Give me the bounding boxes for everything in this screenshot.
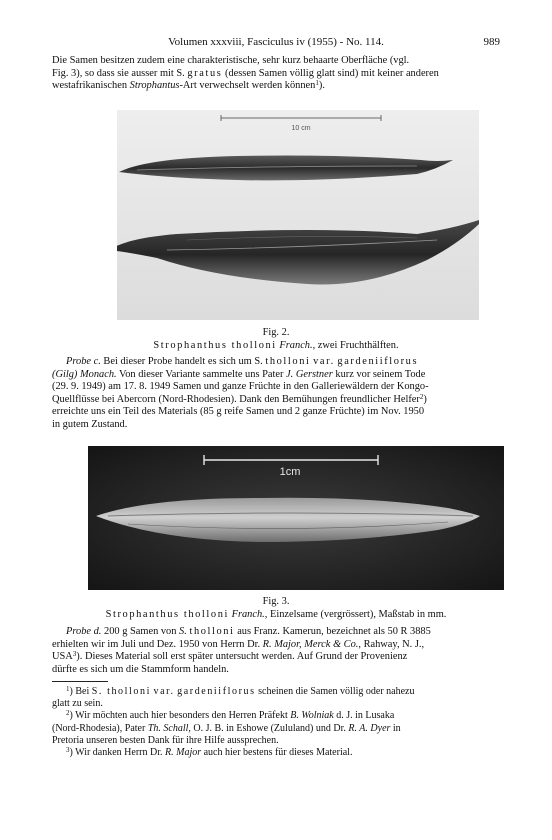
- page-number: 989: [483, 36, 500, 48]
- paragraph-probe-d: [52, 626, 500, 676]
- paragraph-probe-c: [52, 356, 500, 432]
- caption-text: Strophanthus tholloni Franch., Einzelsame (vergrössert), Maßstab in mm.: [105, 609, 447, 620]
- footnote-1-cont: glatt zu sein.: [52, 698, 103, 710]
- photo-fruit-halves: [117, 110, 479, 320]
- photo-single-seed: [88, 446, 504, 590]
- footnote-3: $^3$) Wir danken Herrn Dr. R. Major auch hier bestens für dieses Material.: [66, 746, 353, 759]
- figure-label: Fig. 3.: [262, 596, 290, 607]
- footnotes: [52, 686, 500, 759]
- text-line: erreichte uns ein Teil des Materials (85 g reife Samen und 2 ganze Früchte) im Nov. 1950: [52, 406, 425, 418]
- text-line: (29. 9. 1949) am 17. 8. 1949 Samen und ganze Früchte in den Galleriewäldern der Kongo-: [52, 381, 429, 393]
- text-line: Probe d. 200 g Samen von S. tholloni aus Franz. Kamerun, bezeichnet als 50 R 3885: [66, 626, 431, 637]
- text-line: westafrikanischen Strophantus-Art verwechselt werden können$^1$).: [52, 79, 325, 92]
- running-title: Volumen xxxviii, Fasciculus iv (1955) - No. 114.: [168, 36, 384, 48]
- footnote-divider: [52, 681, 108, 682]
- text-line: in gutem Zustand.: [52, 418, 128, 430]
- text-line: Fig. 3), so dass sie ausser mit S. gratus (dessen Samen völlig glatt sind) mit keiner anderen: [52, 67, 439, 79]
- figure-caption-3: [52, 595, 500, 621]
- text-line: erhielten wir im Juli und Dez. 1950 von Herrn Dr. R. Major, Merck & Co., Rahway, N. J.,: [52, 638, 425, 650]
- text-line: USA$^3$). Dieses Material soll erst später untersucht werden. Auf Grund der Provenienz: [52, 650, 408, 663]
- text-line: dürfte es sich um die Stammform handeln.: [52, 663, 229, 675]
- caption-text: Strophanthus tholloni Franch., zwei Fruchthälften.: [153, 340, 399, 351]
- scale-label: 1cm: [279, 466, 301, 478]
- footnote-2-cont: (Nord-Rhodesia), Pater Th. Schall, O. J. B. in Eshowe (Zululand) und Dr. R. A. Dyer in: [52, 722, 401, 734]
- text-line: Probe c. Bei dieser Probe handelt es sich um S. tholloni var. gardeniiflorus: [66, 356, 419, 367]
- figure-caption-2: [52, 326, 500, 352]
- footnote-2-cont: Pretoria unseren besten Dank für ihre Hilfe aussprechen.: [52, 734, 279, 746]
- footnote-1: $^1$) Bei S. tholloni var. gardeniiflorus scheinen die Samen völlig oder nahezu: [66, 685, 415, 697]
- text-line: (Gilg) Monach. Von dieser Variante sammelte uns Pater J. Gerstner kurz vor seinem Tode: [52, 368, 426, 380]
- text-line: Die Samen besitzen zudem eine charakteristische, sehr kurz behaarte Oberfläche (vgl.: [52, 55, 410, 66]
- footnote-2: $^2$) Wir möchten auch hier besonders den Herren Präfekt B. Wolniak d. J. in Lusaka: [66, 709, 395, 722]
- running-header: [52, 36, 500, 50]
- text-line: Quellflüsse bei Abercorn (Nord-Rhodesien). Dank den Bemühungen freundlicher Helfer$^2$): [52, 392, 427, 405]
- paragraph-intro: [52, 55, 500, 93]
- scale-label: 10 cm: [291, 125, 311, 132]
- figure-label: Fig. 2.: [262, 327, 290, 338]
